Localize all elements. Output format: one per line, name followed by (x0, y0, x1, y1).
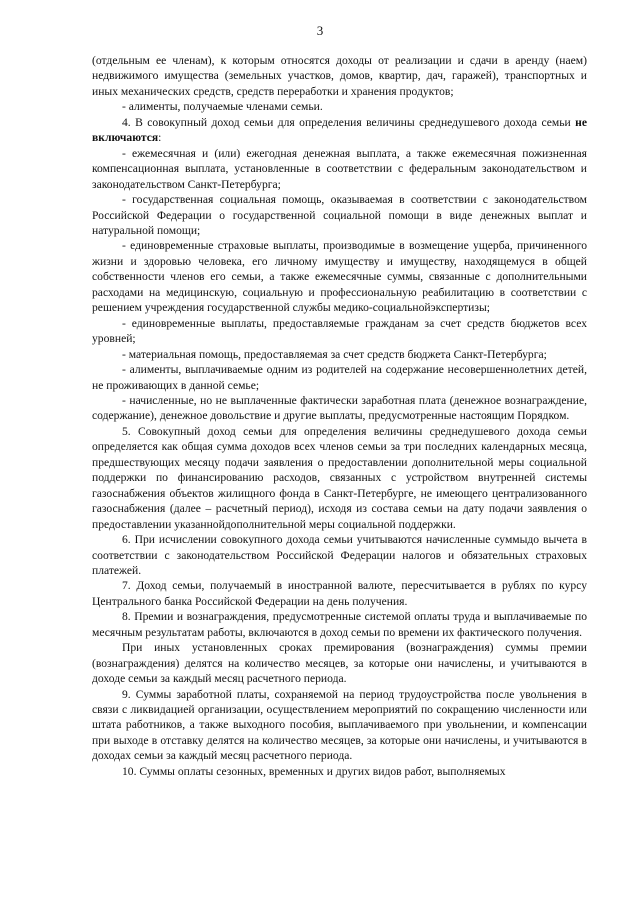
paragraph-alimony-paid: - алименты, выплачиваемые одним из родителей на содержание несовершеннолетних детей, не проживающих в данной семье; (92, 363, 587, 392)
paragraph-bonus-periods: При иных установленных сроках премирования (вознаграждения) суммы премии (вознаграждения) делятся на количество месяцев, за которые они начислены, и учитываются в доходе семьи за каждый месяц расчетного периода. (92, 641, 587, 686)
paragraph-item-9: 9. Суммы заработной платы, сохраняемой на период трудоустройства после увольнения в связи с ликвидацией организации, осуществлением мероприятий по сокращению численности или штата работников, а также выходного пособия, выплачиваемого при увольнении, и компенсации при выходе в отставку делятся на количество месяцев, за которые они начислены, и учитываются в доходах семьи за каждый месяц расчетного периода. (92, 687, 587, 763)
paragraph-unpaid-salary: - начисленные, но не выплаченные фактически заработная плата (денежное вознаграждение, содержание), денежное довольствие и другие выплаты, предусмотренные настоящим Порядком. (92, 393, 587, 423)
page-number: 3 (316, 23, 324, 38)
paragraph-item-4-heading (92, 115, 587, 146)
paragraph-insurance-payments: - единовременные страховые выплаты, производимые в возмещение ущерба, причиненного жизни и здоровью человека, его личному имуществу и имуществу, находящемуся в общей собственности членов его семьи, а также ежемесячные суммы, связанные с дополнительными расходами на медицинскую, социальную и профессиональную реабилитацию в соответствии с решением учреждения государственной службы медико-социальнойэкспертизы; (92, 239, 587, 315)
paragraph-one-time-payments: - единовременные выплаты, предоставляемые гражданам за счет средств бюджетов всех уровней; (92, 316, 587, 346)
paragraph-income-continuation: (отдельным ее членам), к которым относятся доходы от реализации и сдачи в аренду (наем) недвижимого имущества (земельных участков, домов, квартир, дач, гаражей), транспортных и иных механических средств, средств переработки и хранения продуктов; (92, 54, 587, 98)
paragraph-state-social-aid: - государственная социальная помощь, оказываемая в соответствии с законодательством Российской Федерации о государственной социальной помощи в виде денежных выплат и натуральной помощи; (92, 193, 587, 237)
paragraph-material-aid: - материальная помощь, предоставляемая за счет средств бюджета Санкт-Петербурга; (122, 347, 547, 361)
item-4-colon: : (158, 131, 162, 145)
item-4-text: 4. В совокупный доход семьи для определения величины среднедушевого дохода семьи (122, 115, 576, 129)
paragraph-alimony-received: - алименты, получаемые членами семьи. (122, 100, 323, 114)
paragraph-item-5: 5. Совокупный доход семьи для определения величины среднедушевого дохода семьи определяется как общая сумма доходов всех членов семьи за три последних календарных месяца, предшествующих месяцу подачи заявления о предоставлении дополнительной меры социальной поддержки по финансированию расходов, связанных с устройством внутренней системы газоснабжения объектов жилищного фонда в Санкт-Петербурге, не имеющего централизованного газоснабжения (далее – расчетный период), исходя из состава семьи на дату подачи заявления о предоставлении указаннойдополнительной меры социальной поддержки. (92, 424, 587, 531)
paragraph-item-7: 7. Доход семьи, получаемый в иностранной валюте, пересчитывается в рублях по курсу Центрального банка Российской Федерации на день получения. (92, 579, 587, 608)
item-4-not-included: не включаются (92, 115, 587, 145)
paragraph-monthly-payment: - ежемесячная и (или) ежегодная денежная выплата, а также ежемесячная пожизненная компенсационная выплата, установленные в соответствии с федеральным законодательством и законодательством Санкт-Петербурга; (92, 146, 587, 191)
paragraph-item-8: 8. Премии и вознаграждения, предусмотренные системой оплаты труда и выплачиваемые по месячным результатам работы, включаются в доход семьи по времени их фактического получения. (92, 610, 587, 639)
document-body (92, 53, 587, 779)
paragraph-item-6: 6. При исчислении совокупного дохода семьи учитываются начисленные суммыдо вычета в соответствии с законодательством Российской Федерации налогов и обязательных страховых платежей. (92, 533, 587, 577)
paragraph-item-10: 10. Суммы оплаты сезонных, временных и других видов работ, выполняемых (122, 764, 506, 778)
